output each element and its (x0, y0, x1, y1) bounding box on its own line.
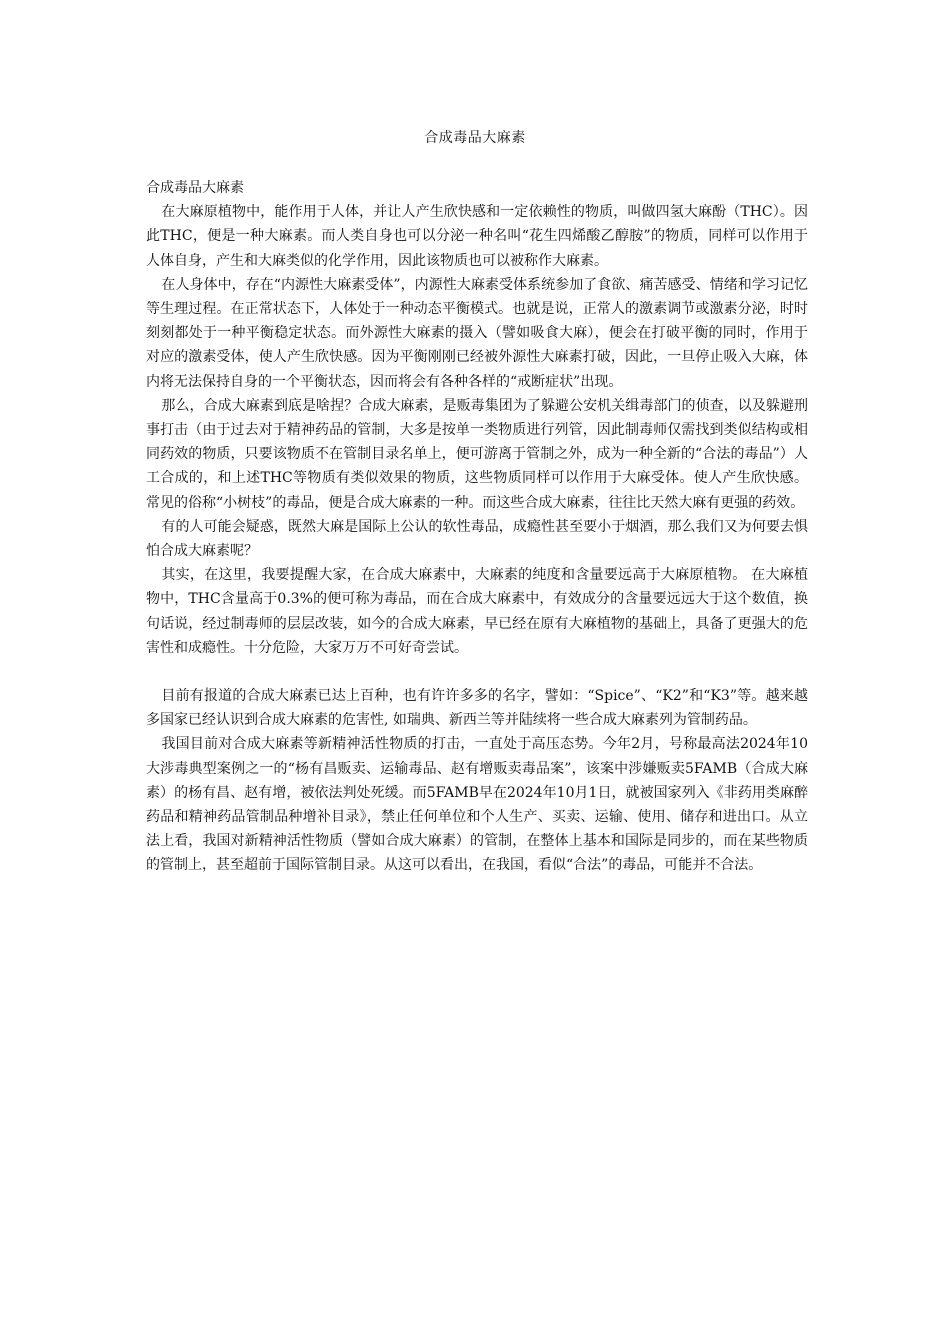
paragraph-2: 在人身体中，存在“内源性大麻素受体”，内源性大麻素受体系统参加了食欲、痛苦感受、情绪和学习记忆等生理过程。在正常状态下，人体处于一种动态平衡模式。也就是说，正常人的激素调节或激素分泌，时时刻刻都处于一种平衡稳定状态。而外源性大麻素的摄入（譬如吸食大麻），便会在打破平衡的同时，作用于对应的激素受体，使人产生欣快感。因为平衡刚刚已经被外源性大麻素打破，因此，一旦停止吸入大麻，体内将无法保持自身的一个平衡状态，因而将会有各种各样的“戒断症状”出现。 (146, 276, 808, 390)
paragraph-3: 那么，合成大麻素到底是啥捏？合成大麻素，是贩毒集团为了躲避公安机关缉毒部门的侦查，以及躲避刑事打击（由于过去对于精神药品的管制，大多是按单一类物质进行列管，因此制毒师仅需找到类似结构或相同药效的物质，只要该物质不在管制目录名单上，便可游离于管制之外，成为一种全新的“合法的毒品”）人工合成的，和上述THC等物质有类似效果的物质，这些物质同样可以作用于大麻受体。使人产生欣快感。常见的俗称“小树枝”的毒品，便是合成大麻素的一种。而这些合成大麻素，往往比天然大麻有更强的药效。 (146, 397, 808, 511)
paragraph-1: 在大麻原植物中，能作用于人体，并让人产生欣快感和一定依赖性的物质，叫做四氢大麻酚（THC）。因此THC，便是一种大麻素。而人类自身也可以分泌一种名叫“花生四烯酸乙醇胺”的物质，同样可以作用于人体自身，产生和大麻类似的化学作用，因此该物质也可以被称作大麻素。 (146, 204, 808, 269)
paragraph-4: 有的人可能会疑惑，既然大麻是国际上公认的软性毒品，成瘾性甚至要小于烟酒，那么我们又为何要去惧怕合成大麻素呢？ (146, 518, 808, 560)
document-title: 合成毒品大麻素 (424, 130, 526, 146)
section-heading: 合成毒品大麻素 (146, 180, 244, 196)
document-body (146, 176, 808, 878)
paragraph-gap (146, 660, 808, 684)
paragraph-6: 目前有报道的合成大麻素已达上百种，也有许许多多的名字，譬如：“Spice”、“K2”和“K3”等。越来越多国家已经认识到合成大麻素的危害性, 如瑞典、新西兰等并陆续将一些合成大麻素列为管制药品。 (146, 688, 808, 729)
paragraph-7: 我国目前对合成大麻素等新精神活性物质的打击，一直处于高压态势。今年2月，号称最高法2024年10大涉毒典型案例之一的“杨有昌贩卖、运输毒品、赵有增贩卖毒品案”，该案中涉嫌贩卖5FAMB（合成大麻素）的杨有昌、赵有增，被依法判处死缓。而5FAMB早在2024年10月1日，就被国家列入《非药用类麻醉药品和精神药品管制品种增补目录》，禁止任何单位和个人生产、买卖、运输、使用、储存和进出口。从立法上看，我国对新精神活性物质（譬如合成大麻素）的管制，在整体上基本和国际是同步的，而在某些物质的管制上，甚至超前于国际管制目录。从这可以看出，在我国，看似“合法”的毒品，可能并不合法。 (146, 736, 808, 874)
paragraph-5: 其实，在这里，我要提醒大家，在合成大麻素中，大麻素的纯度和含量要远高于大麻原植物。 在大麻植物中，THC含量高于0.3%的便可称为毒品，而在合成大麻素中，有效成分的含量要远远大于这个数值，换句话说，经过制毒师的层层改装，如今的合成大麻素，早已经在原有大麻植物的基础上，具备了更强大的危害性和成瘾性。十分危险，大家万万不可好奇尝试。 (146, 567, 808, 656)
